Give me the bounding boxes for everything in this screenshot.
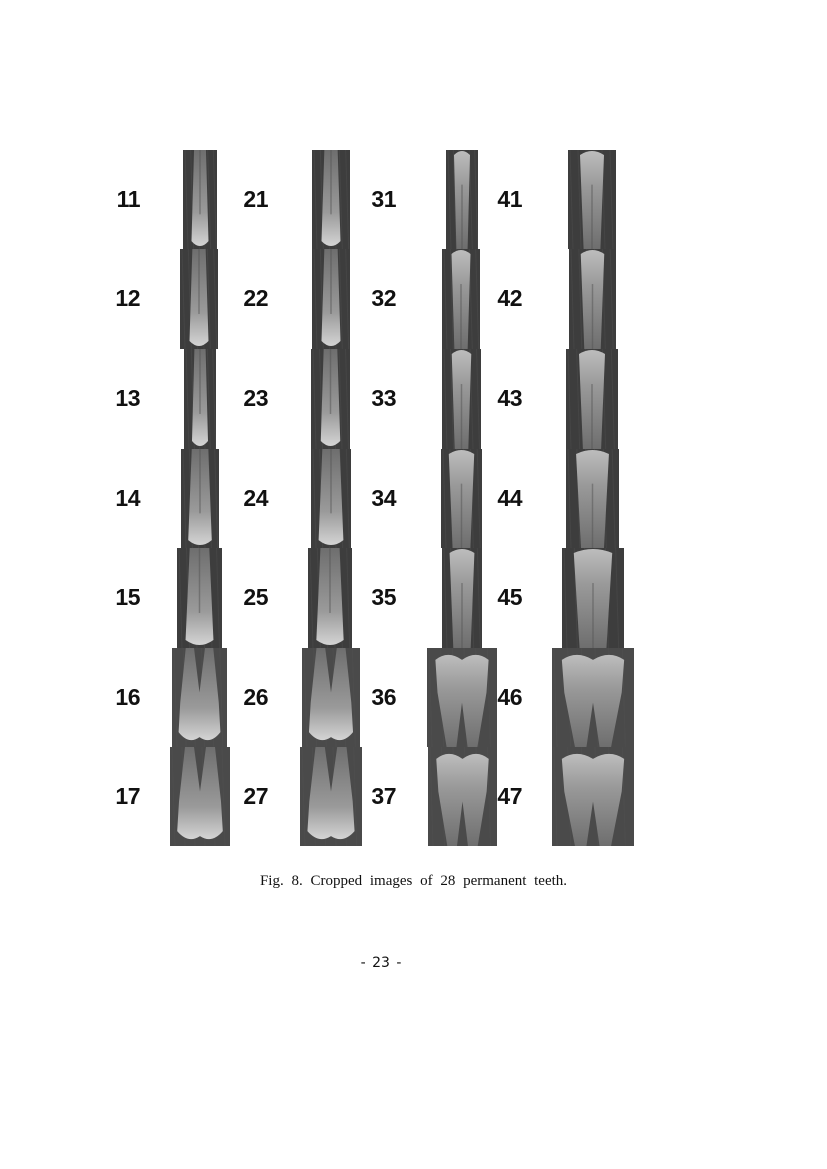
tooth-label: 42: [497, 285, 522, 311]
tooth-xray-image: [566, 349, 618, 449]
page-number: - 23 -: [360, 955, 402, 971]
tooth-xray-image: [568, 150, 616, 249]
tooth-label: 12: [115, 285, 140, 311]
tooth-label: 46: [497, 684, 522, 710]
tooth-xray-image: [552, 747, 634, 846]
figure-caption: Fig. 8. Cropped images of 28 permanent teeth.: [259, 873, 568, 889]
tooth-label: 32: [371, 285, 396, 311]
tooth-label: 22: [243, 285, 268, 311]
tooth-label: 47: [497, 783, 522, 809]
tooth-label: 13: [115, 385, 140, 411]
tooth-label: 41: [497, 186, 522, 212]
tooth-label: 35: [371, 584, 396, 610]
tooth-label: 33: [371, 385, 396, 411]
tooth-label: 16: [115, 684, 140, 710]
tooth-label: 15: [115, 584, 140, 610]
tooth-label: 27: [243, 783, 268, 809]
tooth-xray-image: [552, 648, 634, 747]
tooth-label: 44: [497, 485, 522, 511]
tooth-label: 25: [243, 584, 268, 610]
tooth-label: 43: [497, 385, 522, 411]
tooth-label: 17: [115, 783, 140, 809]
tooth-label: 21: [243, 186, 268, 212]
tooth-label: 26: [243, 684, 268, 710]
tooth-label: 36: [371, 684, 396, 710]
tooth-xray-image: [562, 548, 624, 648]
tooth-label: 14: [115, 485, 140, 511]
tooth-label: 23: [243, 385, 268, 411]
tooth-label: 45: [497, 584, 522, 610]
tooth-label: 37: [371, 783, 396, 809]
tooth-xray-image: [566, 449, 619, 548]
tooth-label: 11: [116, 186, 140, 212]
tooth-label: 24: [243, 485, 268, 511]
tooth-xray-image: [569, 249, 616, 349]
tooth-label: 34: [371, 485, 396, 511]
tooth-label: 31: [371, 186, 396, 212]
